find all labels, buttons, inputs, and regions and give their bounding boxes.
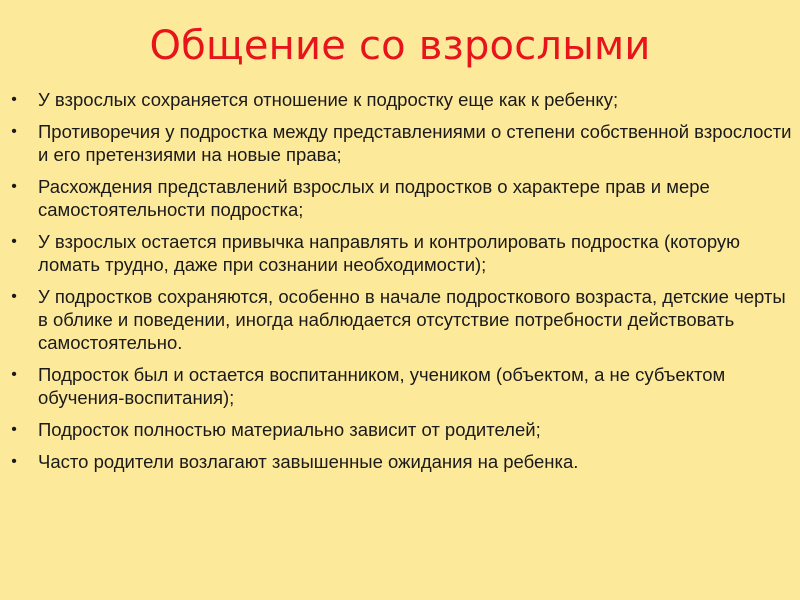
- bullet-item: [0, 230, 800, 276]
- bullet-dot-icon: •: [11, 453, 17, 470]
- bullet-text: Подросток был и остается воспитанником, учеником (объектом, а не субъектом обучения-воспитания);: [38, 364, 726, 408]
- bullet-text: У подростков сохраняются, особенно в начале подросткового возраста, детские черты в облике и поведении, иногда наблюдается отсутствие потребности действовать самостоятельно.: [38, 286, 786, 353]
- bullet-text: У взрослых сохраняется отношение к подростку еще как к ребенку;: [38, 89, 619, 110]
- bullet-text: У взрослых остается привычка направлять и контролировать подростка (которую ломать трудно, даже при сознании необходимости);: [38, 231, 741, 275]
- bullet-text: Расхождения представлений взрослых и подростков о характере прав и мере самостоятельности подростка;: [38, 176, 710, 220]
- bullet-text: Противоречия у подростка между представлениями о степени собственной взрослости и его претензиями на новые права;: [38, 121, 792, 165]
- bullet-item: [0, 88, 800, 111]
- bullet-text: Часто родители возлагают завышенные ожидания на ребенка.: [38, 451, 579, 472]
- bullet-item: [0, 363, 800, 409]
- bullet-dot-icon: •: [11, 233, 17, 250]
- bullet-item: [0, 450, 800, 473]
- bullet-item: [0, 418, 800, 441]
- bullet-item: [0, 120, 800, 166]
- bullet-dot-icon: •: [11, 366, 17, 383]
- bullet-item: [0, 285, 800, 354]
- bullet-dot-icon: •: [11, 123, 17, 140]
- slide-title: Общение со взрослыми: [149, 23, 651, 69]
- bullet-item: [0, 175, 800, 221]
- bullet-dot-icon: •: [11, 91, 17, 108]
- bullet-dot-icon: •: [11, 421, 17, 438]
- bullet-text: Подросток полностью материально зависит от родителей;: [38, 419, 541, 440]
- bullet-list: [0, 88, 800, 482]
- bullet-dot-icon: •: [11, 178, 17, 195]
- bullet-dot-icon: •: [11, 288, 17, 305]
